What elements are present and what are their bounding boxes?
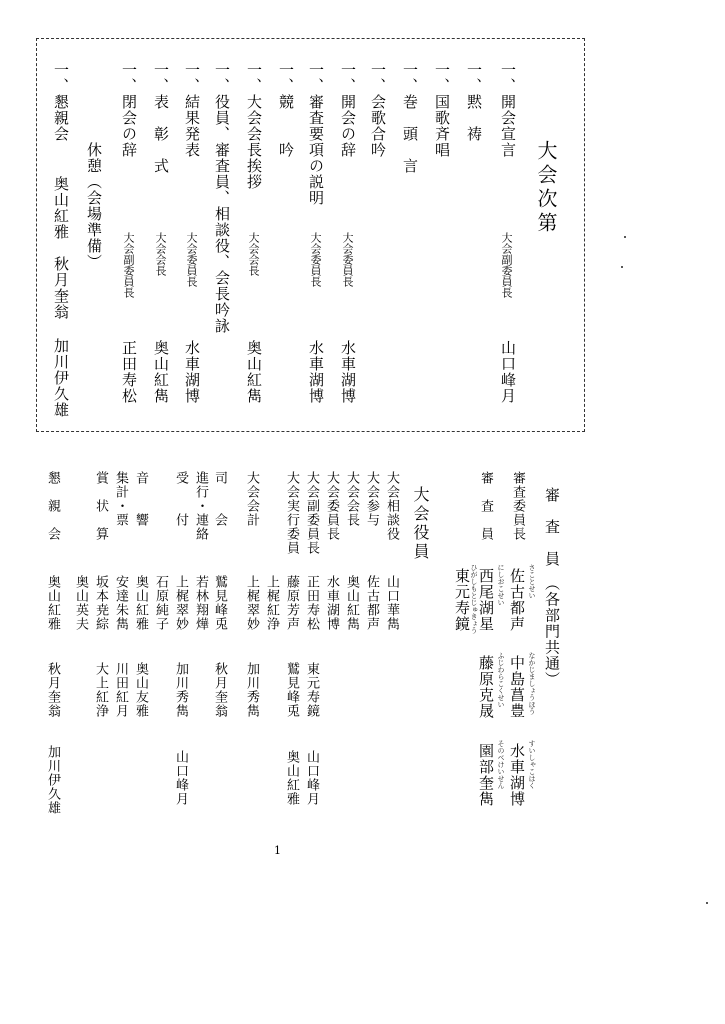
judge-name: 中島菖豊	[508, 655, 526, 719]
judges-member-label: 審 査 員	[478, 471, 493, 541]
program-item-person: 山口峰月	[499, 340, 517, 404]
officer-name: 鷲見峰兎	[212, 575, 227, 631]
judges-title: 審 査 員 （各部門共通）	[543, 487, 561, 688]
program-item-role: 大会委員長	[341, 232, 354, 287]
officer-role: 集計・票	[113, 471, 128, 527]
officers-title: 大会役員	[411, 486, 430, 562]
program-item-role: 大会会長	[247, 232, 260, 276]
officer-role: 大会委員長	[324, 471, 339, 541]
officer-role: 大会会計	[244, 471, 259, 527]
officer-name: 大上紅浄	[93, 662, 108, 718]
officer-name: 若林翔燁	[193, 575, 208, 631]
officer-name: 上梶翠妙	[244, 575, 259, 631]
scan-speck	[621, 266, 623, 268]
judge-name: 藤原克晟	[477, 655, 495, 719]
officer-name: 山口華雋	[384, 575, 399, 631]
program-item-person: 水車湖博	[307, 340, 325, 404]
officer-role: 大会副委員長	[304, 471, 319, 555]
judge-ruby: にしおこせい	[497, 564, 505, 606]
program-item-role: 大会委員長	[309, 232, 322, 287]
officer-name: 上梶紅浄	[264, 575, 279, 631]
officer-role: 音 響	[133, 471, 148, 527]
program-item-label: 一、審査要項の説明	[307, 62, 325, 206]
officer-name: 鷲見峰兎	[284, 662, 299, 718]
officer-role: 賞 状 算	[93, 471, 108, 541]
officer-name: 安達朱雋	[113, 575, 128, 631]
program-item-person: 水車湖博	[183, 340, 201, 404]
officer-name: 正田寿松	[304, 575, 319, 631]
program-title: 大会次第	[534, 140, 558, 236]
officer-role: 大会実行委員	[284, 471, 299, 555]
officer-name: 佐古都声	[364, 575, 379, 631]
officer-role: 懇 親 会	[45, 471, 60, 541]
program-item-label: 一、巻 頭 言	[401, 62, 419, 174]
program-item-label: 一、表 彰 式	[152, 62, 170, 174]
officer-name: 加川伊久雄	[45, 745, 60, 815]
program-item-label: 一、結果発表	[183, 62, 201, 158]
scan-speck	[706, 902, 708, 904]
officer-role: 進行・連絡	[193, 471, 208, 541]
officer-name: 石原純子	[153, 575, 168, 631]
officer-name: 東元寿鏡	[304, 662, 319, 718]
officer-name: 藤原芳声	[284, 575, 299, 631]
officer-name: 秋月奎翁	[45, 662, 60, 718]
officer-name: 奥山紅雋	[344, 575, 359, 631]
program-item-label: 一、開会宣言	[499, 62, 517, 158]
officer-role: 受 付	[173, 471, 188, 527]
program-item-role: 大会会長	[154, 232, 167, 276]
officer-name: 奥山紅雅	[133, 575, 148, 631]
officer-name: 奥山紅雅	[284, 750, 299, 806]
officer-role: 大会相談役	[384, 471, 399, 541]
judge-name: 佐古都声	[508, 568, 526, 632]
officer-name: 水車湖博	[324, 575, 339, 631]
program-party-person: 秋月奎翁	[52, 256, 70, 320]
judge-ruby: ふじわらこくせい	[497, 652, 505, 708]
program-item-role: 大会委員長	[185, 232, 198, 287]
officer-name: 山口峰月	[304, 750, 319, 806]
page-number: 1	[274, 844, 281, 857]
program-item-label: 一、閉会の辞	[120, 62, 138, 158]
program-item-label: 一、大会会長挨拶	[245, 62, 263, 190]
program-item-person: 奥山紅雋	[245, 340, 263, 404]
program-party-person: 奥山紅雅	[52, 176, 70, 240]
program-item-label: 一、競 吟	[277, 62, 295, 158]
program-item-label: 一、役員、審査員、相談役、会長吟詠	[213, 62, 231, 334]
officer-name: 坂本尭綜	[93, 575, 108, 631]
officer-name: 奥山友雅	[133, 662, 148, 718]
officer-name: 上梶翠妙	[173, 575, 188, 631]
judge-ruby: さことせい	[528, 564, 536, 599]
judges-chair-label: 審査委員長	[510, 471, 525, 541]
judge-ruby: ひがしもとじゅきょう	[470, 564, 478, 634]
judge-name: 園部奎雋	[477, 743, 495, 807]
officer-role: 大会参与	[364, 471, 379, 527]
officer-name: 奥山英夫	[73, 575, 88, 631]
program-item-label: 一、国歌斉唱	[433, 62, 451, 158]
judge-ruby: すいしゃこはく	[528, 740, 536, 789]
program-item-label: 一、開会の辞	[339, 62, 357, 158]
judge-name: 西尾湖星	[477, 568, 495, 632]
program-item-role: 大会副委員長	[122, 232, 135, 298]
judge-ruby: なかじましょうほう	[528, 652, 536, 715]
judge-name: 水車湖博	[508, 743, 526, 807]
program-item-label: 一、会歌合吟	[369, 62, 387, 158]
scan-speck	[624, 236, 626, 238]
program-item-label: 一、黙 祷	[465, 62, 483, 142]
officer-name: 川田紅月	[113, 662, 128, 718]
program-item-person: 奥山紅雋	[152, 340, 170, 404]
program-item-person: 正田寿松	[120, 340, 138, 404]
officer-role: 大会会長	[344, 471, 359, 527]
program-break: 休憩（会場準備）	[85, 142, 103, 270]
judge-name: 東元寿鏡	[453, 568, 471, 632]
officer-name: 山口峰月	[173, 750, 188, 806]
officer-name: 秋月奎翁	[212, 662, 227, 718]
officer-name: 奥山紅雅	[45, 575, 60, 631]
officer-name: 加川秀雋	[173, 662, 188, 718]
program-party-person: 加川伊久雄	[52, 338, 70, 418]
officer-role: 司 会	[212, 471, 227, 527]
program-party-label: 一、懇親会	[52, 62, 70, 142]
program-item-role: 大会副委員長	[500, 232, 513, 298]
judge-ruby: そのべけいせん	[497, 740, 505, 789]
officer-name: 加川秀雋	[244, 662, 259, 718]
program-item-person: 水車湖博	[339, 340, 357, 404]
